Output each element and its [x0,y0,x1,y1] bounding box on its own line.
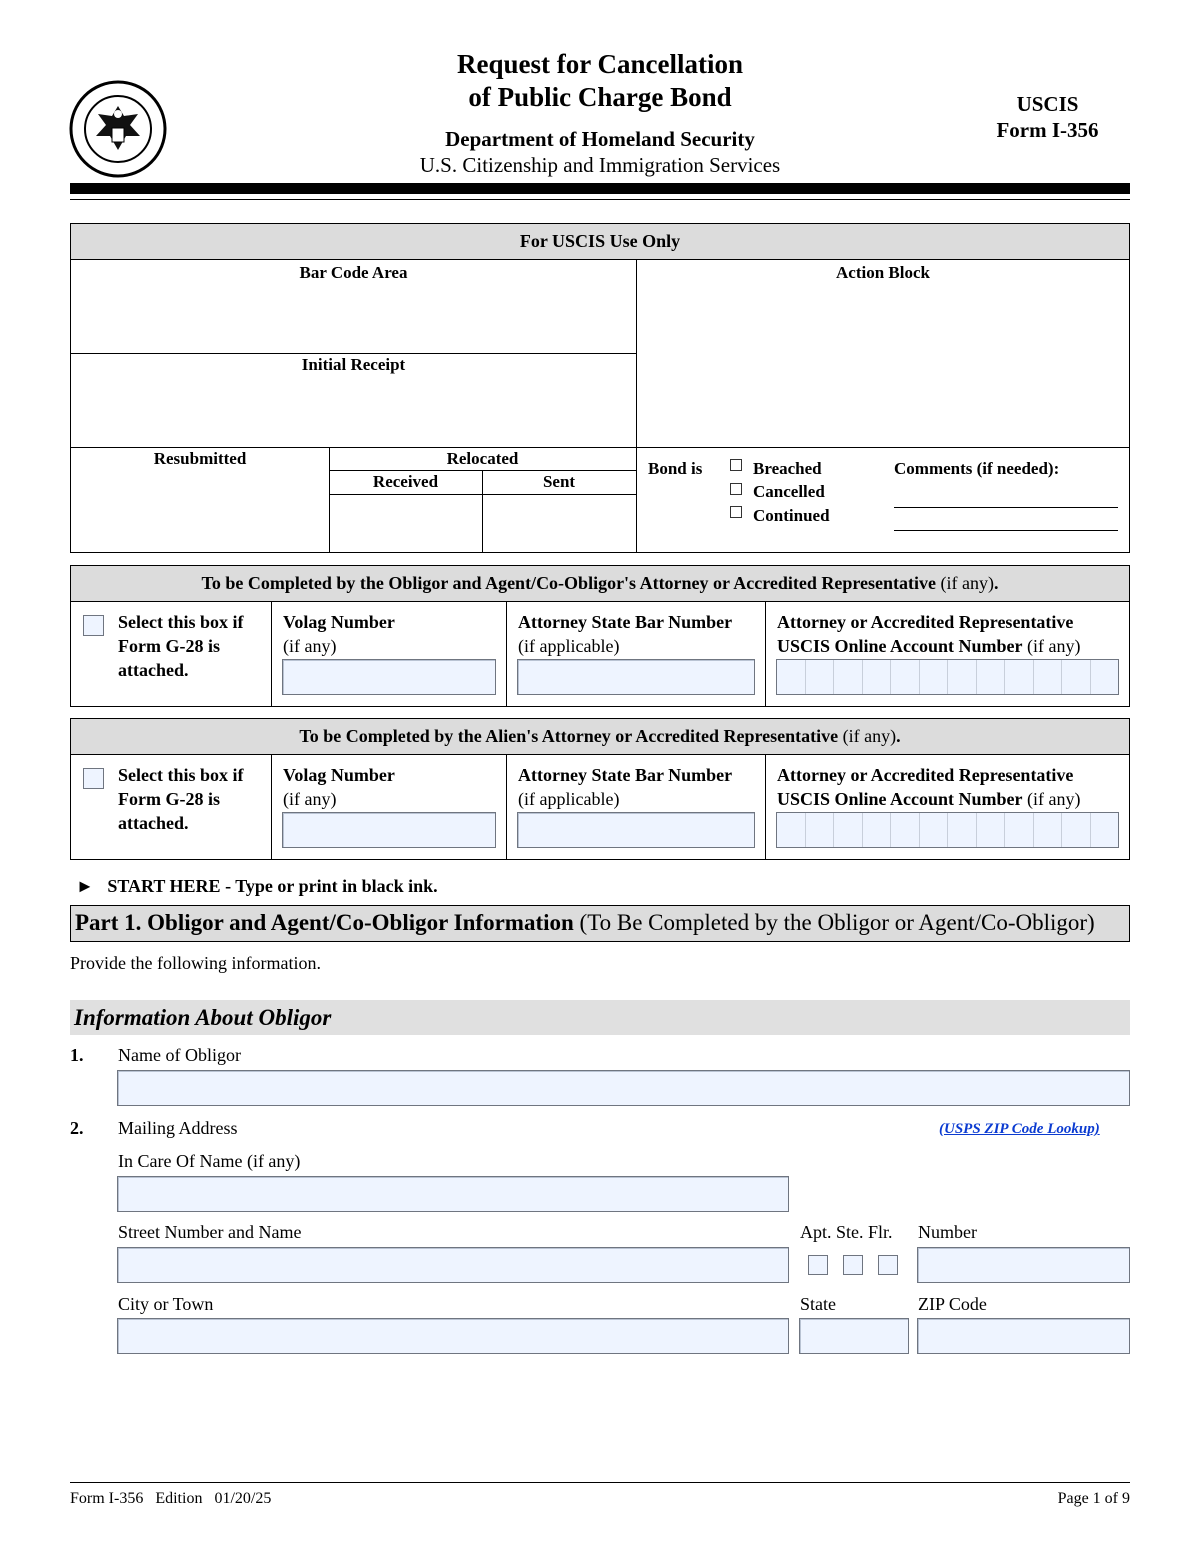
agency-short: USCIS [1016,92,1079,116]
section-title-text: Information About Obligor [74,1005,332,1030]
divider [329,494,636,495]
divider [271,601,272,706]
divider [636,259,637,553]
attorney-section-obligor [70,565,1130,707]
divider [271,754,272,859]
attorney-section-title: To be Completed by the Alien's Attorney or Accredited Representative [299,726,839,746]
part1-header [70,905,1130,942]
comments-line-2[interactable] [894,530,1118,531]
form-number-block [960,91,1135,143]
bond-cancelled-label: Cancelled [753,482,825,501]
dhs-seal [68,80,168,178]
online-account-label [777,763,1081,811]
volag-label-title: Volag Number [283,612,395,632]
action-block-label: Action Block [836,263,930,282]
g28-label [118,610,244,682]
online-account-label-sub: (if any) [1027,789,1081,809]
apt-number-input[interactable] [917,1247,1130,1283]
form-title-line2: of Public Charge Bond [468,82,732,112]
form-id: Form I-356 [996,118,1099,142]
flr-checkbox[interactable] [878,1255,898,1275]
section-title-obligor [70,1000,1130,1035]
bond-continued-checkbox[interactable] [730,506,742,518]
divider [506,601,507,706]
online-account-label-line2: USCIS Online Account Number [777,636,1023,656]
g28-label-line1: Select this box if [118,765,244,785]
city-input[interactable] [117,1318,789,1354]
bond-breached-checkbox[interactable] [730,459,742,471]
g28-label-line2: Form G-28 is [118,789,220,809]
q1-label: Name of Obligor [118,1045,241,1065]
zip-label: ZIP Code [918,1294,987,1314]
start-arrow-icon: ► [76,876,94,896]
volag-label-title: Volag Number [283,765,395,785]
volag-label [283,763,395,811]
uscis-use-only-box [70,223,1130,553]
divider [506,754,507,859]
volag-number-input[interactable] [282,812,496,848]
start-here-instruction [76,876,438,897]
attorney-section-alien [70,718,1130,860]
comments-line-1[interactable] [894,507,1118,508]
volag-label-sub: (if any) [283,636,337,656]
divider [71,447,1129,448]
bar-number-label-sub: (if applicable) [518,636,620,656]
bond-continued-label: Continued [753,506,830,525]
care-of-label: In Care Of Name (if any) [118,1151,301,1171]
start-here-text: START HERE - Type or print in black ink. [107,876,438,896]
online-account-label-sub: (if any) [1027,636,1081,656]
obligor-name-input[interactable] [117,1070,1130,1106]
divider [765,754,766,859]
bar-number-label-title: Attorney State Bar Number [518,612,733,632]
state-select[interactable] [799,1318,909,1354]
care-of-name-input[interactable] [117,1176,789,1212]
form-title-line1: Request for Cancellation [457,49,743,79]
form-title [400,48,800,114]
street-label: Street Number and Name [118,1222,302,1242]
attorney-bar-number-input[interactable] [517,659,755,695]
bar-code-area-label: Bar Code Area [299,263,408,282]
attorney-bar-number-input[interactable] [517,812,755,848]
zip-code-input[interactable] [917,1318,1130,1354]
city-label: City or Town [118,1294,214,1314]
g28-attached-checkbox[interactable] [83,615,104,636]
footer-page-number: Page 1 of 9 [1057,1490,1130,1507]
q2-number: 2. [70,1118,84,1138]
attorney-section-title-note: (if any) [940,573,994,593]
number-label: Number [918,1222,977,1242]
part1-instructions: Provide the following information. [70,953,321,973]
part1-subtitle: (To Be Completed by the Obligor or Agent/Co-Obligor) [579,910,1095,935]
resubmitted-label: Resubmitted [153,449,247,468]
bond-breached-label: Breached [753,459,822,478]
bar-number-label [518,763,732,811]
q2-label: Mailing Address [118,1118,238,1138]
initial-receipt-label: Initial Receipt [301,355,406,374]
divider [765,601,766,706]
footer-form-edition: Form I-356 Edition 01/20/25 [70,1490,272,1507]
agency-name: U.S. Citizenship and Immigration Services [419,153,781,177]
volag-number-input[interactable] [282,659,496,695]
attorney-section-title-end: . [993,573,999,593]
g28-label-line1: Select this box if [118,612,244,632]
state-label: State [800,1294,836,1314]
header-thick-rule [70,183,1130,194]
volag-label [283,610,395,658]
attorney-section-title-note: (if any) [842,726,897,746]
part1-title: Part 1. Obligor and Agent/Co-Obligor Information [75,910,574,935]
comments-label: Comments (if needed): [894,459,1060,478]
usps-zip-lookup-link[interactable]: (USPS ZIP Code Lookup) [939,1121,1100,1137]
uscis-use-only-header [71,224,1129,260]
received-label: Received [372,472,439,491]
attorney-section-header [71,566,1129,602]
online-account-number-input[interactable] [776,659,1119,695]
online-account-number-input[interactable] [776,812,1119,848]
dhs-seal-icon [68,80,168,178]
g28-label-line3: attached. [118,813,189,833]
attorney-section-header [71,719,1129,755]
q1-number: 1. [70,1045,84,1065]
apt-ste-flr-label: Apt. Ste. Flr. [800,1222,893,1242]
g28-label-line2: Form G-28 is [118,636,220,656]
online-account-label-line1: Attorney or Accredited Representative [777,612,1074,632]
relocated-label: Relocated [446,449,519,468]
divider [71,353,636,354]
header-thin-rule [70,199,1130,200]
bond-cancelled-checkbox[interactable] [730,483,742,495]
bar-number-label [518,610,732,658]
divider [329,470,636,471]
sent-label: Sent [542,472,576,491]
g28-attached-checkbox[interactable] [83,768,104,789]
bond-is-label: Bond is [648,459,703,478]
online-account-label [777,610,1081,658]
volag-label-sub: (if any) [283,789,337,809]
g28-label-line3: attached. [118,660,189,680]
online-account-label-line1: Attorney or Accredited Representative [777,765,1074,785]
department-name: Department of Homeland Security [445,127,755,151]
attorney-section-title: To be Completed by the Obligor and Agent/Co-Obligor's Attorney or Accredited Representative [201,573,936,593]
apt-checkbox[interactable] [808,1255,828,1275]
street-input[interactable] [117,1247,789,1283]
g28-label [118,763,244,835]
ste-checkbox[interactable] [843,1255,863,1275]
uscis-use-only-title: For USCIS Use Only [519,231,681,251]
bar-number-label-sub: (if applicable) [518,789,620,809]
online-account-label-line2: USCIS Online Account Number [777,789,1023,809]
attorney-section-title-end: . [896,726,901,746]
footer-rule [70,1482,1130,1483]
bar-number-label-title: Attorney State Bar Number [518,765,733,785]
